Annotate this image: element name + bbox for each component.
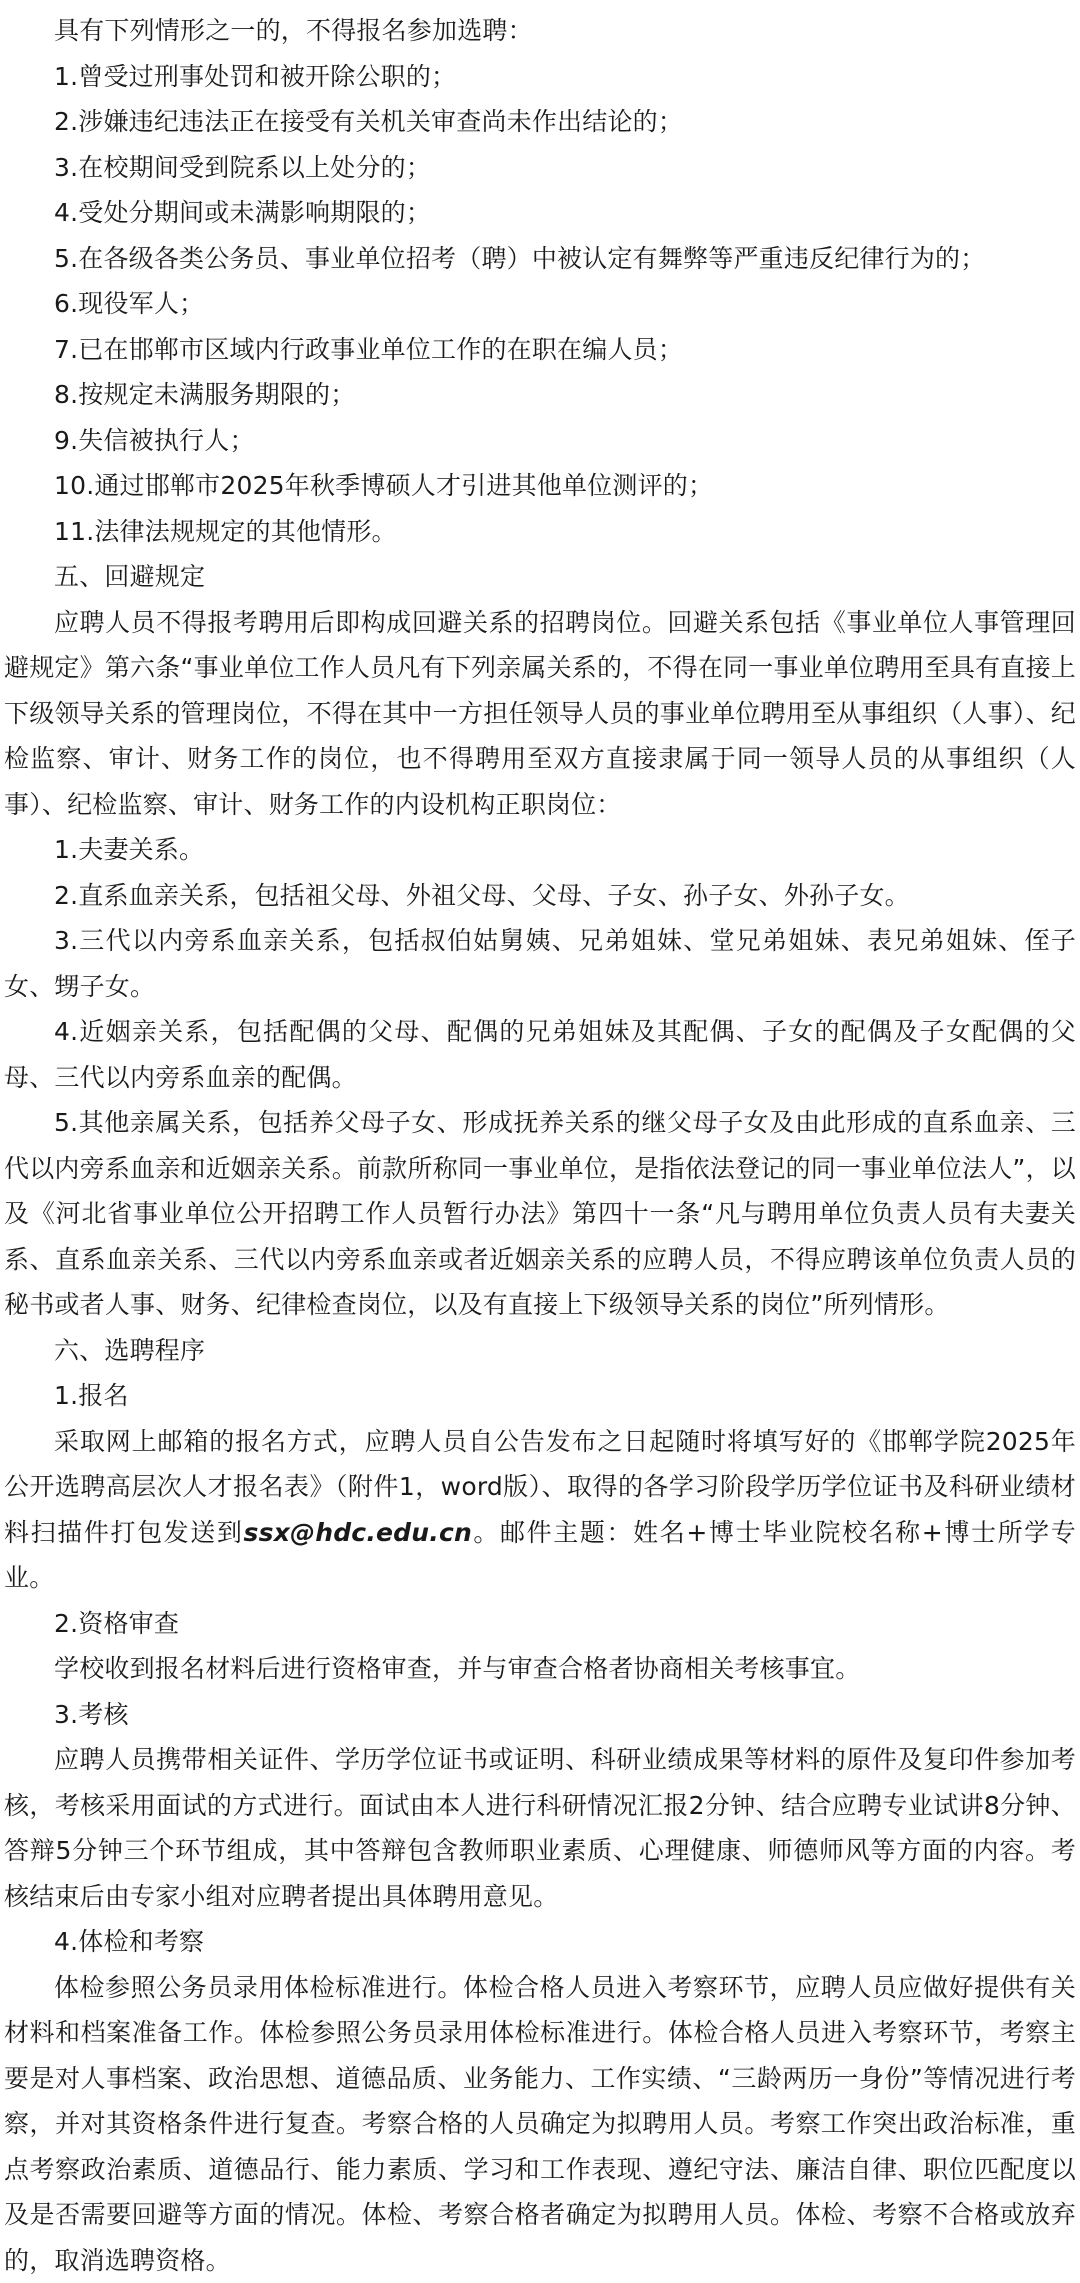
list-item: 9.失信被执行人；	[4, 418, 1076, 464]
paragraph: 学校收到报名材料后进行资格审查，并与审查合格者协商相关考核事宜。	[4, 1646, 1076, 1692]
paragraph: 具有下列情形之一的，不得报名参加选聘：	[4, 8, 1076, 54]
list-item: 10.通过邯郸市2025年秋季博硕人才引进其他单位测评的；	[4, 463, 1076, 509]
subsection-heading: 4.体检和考察	[4, 1919, 1076, 1965]
subsection-heading: 1.报名	[4, 1373, 1076, 1419]
list-item: 4.受处分期间或未满影响期限的；	[4, 190, 1076, 236]
subsection-heading: 3.考核	[4, 1692, 1076, 1738]
section-heading: 五、回避规定	[4, 554, 1076, 600]
list-item: 5.在各级各类公务员、事业单位招考（聘）中被认定有舞弊等严重违反纪律行为的；	[4, 236, 1076, 282]
section-heading: 六、选聘程序	[4, 1328, 1076, 1374]
paragraph: 体检参照公务员录用体检标准进行。体检合格人员进入考察环节，应聘人员应做好提供有关材料和档案准备工作。体检参照公务员录用体检标准进行。体检合格人员进入考察环节，考察主要是对人事档案、政治思想、道德品质、业务能力、工作实绩、“三龄两历一身份”等情况进行考察，并对其资格条件进行复查。考察合格的人员确定为拟聘用人员。考察工作突出政治标准，重点考察政治素质、道德品行、能力素质、学习和工作表现、遵纪守法、廉洁自律、职位匹配度以及是否需要回避等方面的情况。体检、考察合格者确定为拟聘用人员。体检、考察不合格或放弃的，取消选聘资格。	[4, 1965, 1076, 2283]
subsection-heading: 2.资格审查	[4, 1601, 1076, 1647]
list-item: 6.现役军人；	[4, 281, 1076, 327]
registration-paragraph	[4, 1419, 1076, 1601]
list-item: 7.已在邯郸市区域内行政事业单位工作的在职在编人员；	[4, 327, 1076, 373]
paragraph: 应聘人员携带相关证件、学历学位证书或证明、科研业绩成果等材料的原件及复印件参加考核，考核采用面试的方式进行。面试由本人进行科研情况汇报2分钟、结合应聘专业试讲8分钟、答辩5分钟三个环节组成，其中答辩包含教师职业素质、心理健康、师德师风等方面的内容。考核结束后由专家小组对应聘者提出具体聘用意见。	[4, 1737, 1076, 1919]
registration-text: 采取网上邮箱的报名方式，应聘人员自公告发布之日起随时将填写好的《邯郸学院2025年公开选聘高层次人才报名表》（附件1，word版）、取得的各学习阶段学历学位证书及科研业绩材料扫描件打包发送到	[4, 1427, 1076, 1547]
list-item: 2.涉嫌违纪违法正在接受有关机关审查尚未作出结论的；	[4, 99, 1076, 145]
list-item: 2.直系血亲关系，包括祖父母、外祖父母、父母、子女、孙子女、外孙子女。	[4, 873, 1076, 919]
list-item: 3.在校期间受到院系以上处分的；	[4, 145, 1076, 191]
registration-email: ssx@hdc.edu.cn	[244, 1518, 472, 1547]
paragraph: 应聘人员不得报考聘用后即构成回避关系的招聘岗位。回避关系包括《事业单位人事管理回避规定》第六条“事业单位工作人员凡有下列亲属关系的，不得在同一事业单位聘用至具有直接上下级领导关系的管理岗位，不得在其中一方担任领导人员的事业单位聘用至从事组织（人事）、纪检监察、审计、财务工作的岗位，也不得聘用至双方直接隶属于同一领导人员的从事组织（人事）、纪检监察、审计、财务工作的内设机构正职岗位：	[4, 600, 1076, 828]
list-item: 5.其他亲属关系，包括养父母子女、形成抚养关系的继父母子女及由此形成的直系血亲、三代以内旁系血亲和近姻亲关系。前款所称同一事业单位，是指依法登记的同一事业单位法人”，以及《河北省事业单位公开招聘工作人员暂行办法》第四十一条“凡与聘用单位负责人员有夫妻关系、直系血亲关系、三代以内旁系血亲或者近姻亲关系的应聘人员，不得应聘该单位负责人员的秘书或者人事、财务、纪律检查岗位，以及有直接上下级领导关系的岗位”所列情形。	[4, 1100, 1076, 1328]
list-item: 4.近姻亲关系，包括配偶的父母、配偶的兄弟姐妹及其配偶、子女的配偶及子女配偶的父母、三代以内旁系血亲的配偶。	[4, 1009, 1076, 1100]
list-item: 1.夫妻关系。	[4, 827, 1076, 873]
list-item: 8.按规定未满服务期限的；	[4, 372, 1076, 418]
list-item: 3.三代以内旁系血亲关系，包括叔伯姑舅姨、兄弟姐妹、堂兄弟姐妹、表兄弟姐妹、侄子女、甥子女。	[4, 918, 1076, 1009]
list-item: 11.法律法规规定的其他情形。	[4, 509, 1076, 555]
list-item: 1.曾受过刑事处罚和被开除公职的；	[4, 54, 1076, 100]
registration-subject: 。邮件主题：姓名+博士毕业院校名称+博士所学专业。	[4, 1518, 1076, 1593]
